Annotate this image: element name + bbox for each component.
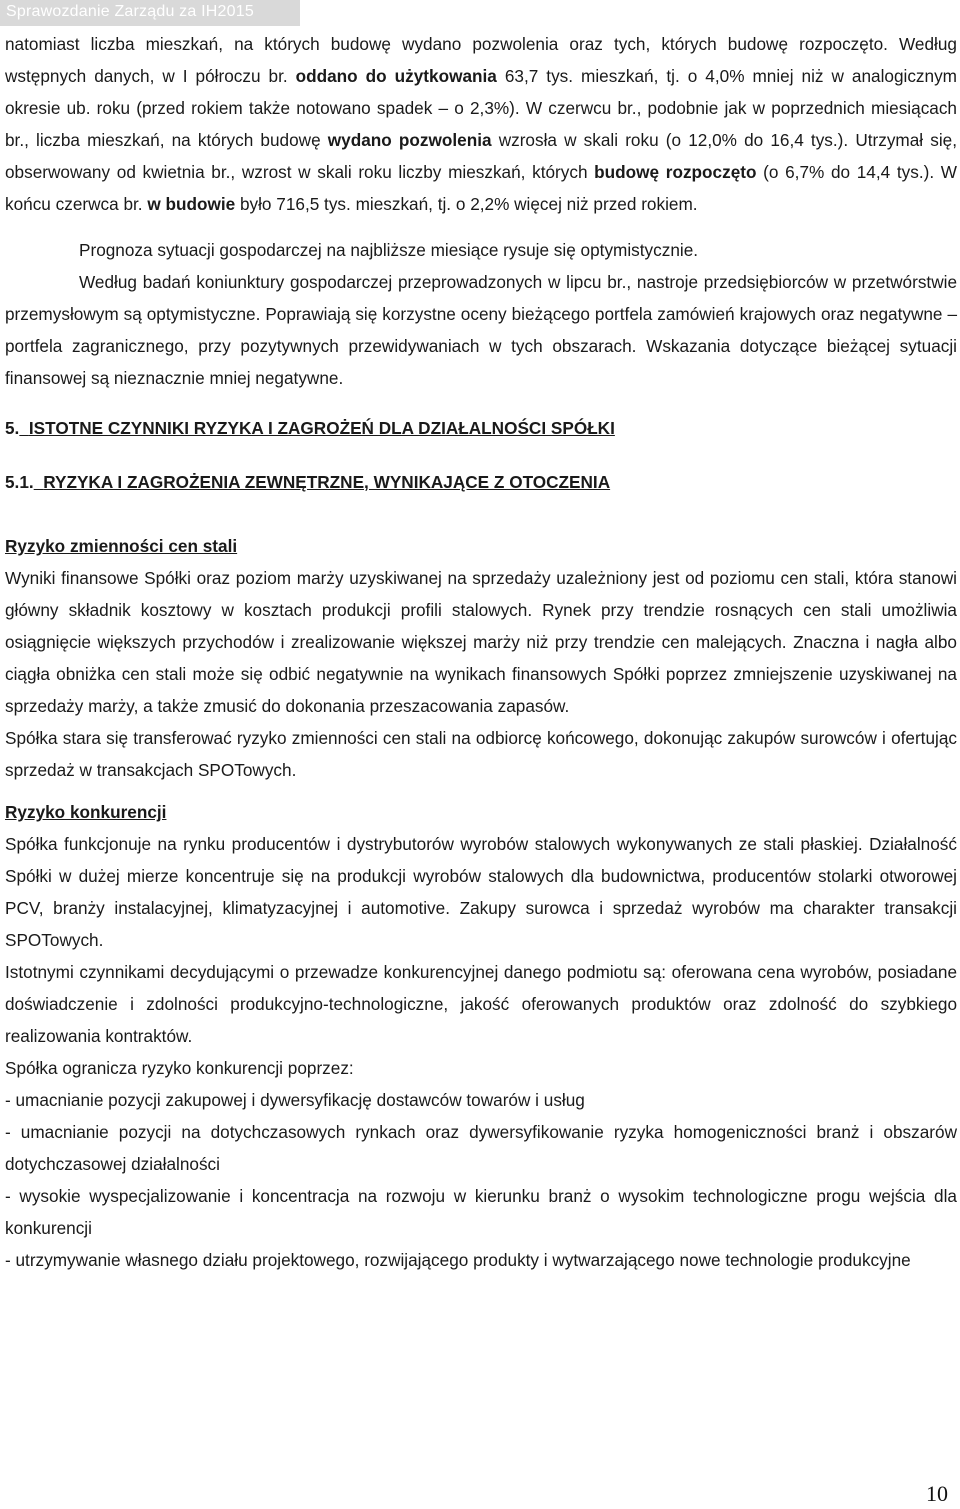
steel-price-risk-heading: Ryzyko zmienności cen stali [5,536,238,556]
text-run: było 716,5 tys. mieszkań, tj. o 2,2% więcej niż przed rokiem. [235,194,698,214]
text-run: (o 6,7% do 14,4 tys.). W końcu czerwca br. [5,162,957,214]
section-5-heading [5,412,957,444]
competition-factors-paragraph: Istotnymi czynnikami decydującymi o przewadze konkurencyjnej danego podmiotu są: oferowana cena wyrobów, posiadane doświadczenie i zdolności produkcyjno-technologiczne, jakość oferowanych produktów oraz zdolność do szybkiego realizowania kontraktów. [5,962,957,1046]
section-number: 5.1. [5,472,34,492]
forecast-paragraph: Prognoza sytuacji gospodarczej na najbliższe miesiące rysuje się optymistycznie. [79,240,699,260]
bold-run: w budowie [147,194,236,214]
competition-market-paragraph: Spółka funkcjonuje na rynku producentów i dystrybutorów wyrobów stalowych wykonywanych ze stali płaskiej. Działalność Spółki w dużej mierze koncentruje się na produkcji wyrobów stalowych dla budownictwa, producentów stolarki otworowej PCV, branży instalacyjnej, klimatyzacyjnej i automotive. Zakupy surowca i sprzedaż wyrobów ma charakter transakcji SPOTowych. [5,834,957,950]
survey-paragraph: Według badań koniunktury gospodarczej przeprowadzonych w lipcu br., nastroje przedsiębiorców w przetwórstwie przemysłowym są optymistyczne. Poprawiają się korzystne oceny bieżącego portfela zamówień krajowych oraz negatywne – portfela zagranicznego, przy pozytywnych przewidywaniach w tych obszarach. Wskazania dotyczące bieżącej sytuacji finansowej są nieznacznie mniej negatywne. [5,272,957,388]
page-number: 10 [926,1481,948,1506]
list-item: - wysokie wyspecjalizowanie i koncentracja na rozwoju w kierunku branż o wysokim technologiczne progu wejścia dla konkurencji [5,1186,957,1238]
section-title: ISTOTNE CZYNNIKI RYZYKA I ZAGROŻEŃ DLA DZIAŁALNOŚCI SPÓŁKI [28,418,615,438]
competition-risk-heading: Ryzyko konkurencji [5,802,167,822]
list-item: - umacnianie pozycji zakupowej i dywersyfikację dostawców towarów i usług [5,1090,585,1110]
competition-intro: Spółka ogranicza ryzyko konkurencji poprzez: [5,1058,354,1078]
list-item: - utrzymywanie własnego działu projektowego, rozwijającego produkty i wytwarzającego nowe technologie produkcyjne [5,1250,911,1270]
text-run: natomiast liczba mieszkań, na których budowę wydano pozwolenia oraz tych, których budowę rozpoczęto. Według wstępnych danych, w I półroczu br. [5,34,957,86]
section-number: 5. [5,418,20,438]
section-title: RYZYKA I ZAGROŻENIA ZEWNĘTRZNE, WYNIKAJĄCE Z OTOCZENIA [43,472,611,492]
housing-paragraph [5,28,957,220]
bold-run: budowę rozpoczęto [594,162,757,182]
bold-run: wydano pozwolenia [327,130,492,150]
list-item: - umacnianie pozycji na dotychczasowych rynkach oraz dywersyfikowanie ryzyka homogeniczności branż i obszarów dotychczasowej działalności [5,1122,957,1174]
text-run: 63,7 tys. mieszkań, tj. o 4,0% mniej niż w analogicznym okresie ub. roku (przed rokiem także notowano spadek – o 2,3%). W czerwcu br., podobnie jak w poprzednich miesiącach br., liczba mieszkań, na których budowę [5,66,957,150]
steel-price-risk-mitigation: Spółka stara się transferować ryzyko zmienności cen stali na odbiorcę końcowego, dokonując zakupów surowców i ofertując sprzedaż w transakcjach SPOTowych. [5,728,957,780]
report-header-title: Sprawozdanie Zarządu za IH2015 [6,3,254,20]
bold-run: oddano do użytkowania [295,66,497,86]
header-bar [0,0,300,26]
section-5-1-heading [5,466,957,498]
steel-price-risk-paragraph: Wyniki finansowe Spółki oraz poziom marży uzyskiwanej na sprzedaży uzależniony jest od poziomu cen stali, która stanowi główny składnik kosztowy w kosztach produkcji profili stalowych. Rynek przy trendzie rosnących cen stali umożliwia osiągnięcie większych przychodów i zrealizowanie większej marży niż przy trendzie cen malejących. Znaczna i nagła albo ciągła obniżka cen stali może się odbić negatywnie na wynikach finansowych Spółki poprzez zmniejszenie uzyskiwanej na sprzedaży marży, a także zmusić do dokonania przeszacowania zapasów. [5,568,957,716]
text-run: wzrosła w skali roku (o 12,0% do 16,4 tys.). Utrzymał się, obserwowany od kwietnia br., wzrost w skali roku liczby mieszkań, których [5,130,958,182]
document-body [5,28,957,1276]
